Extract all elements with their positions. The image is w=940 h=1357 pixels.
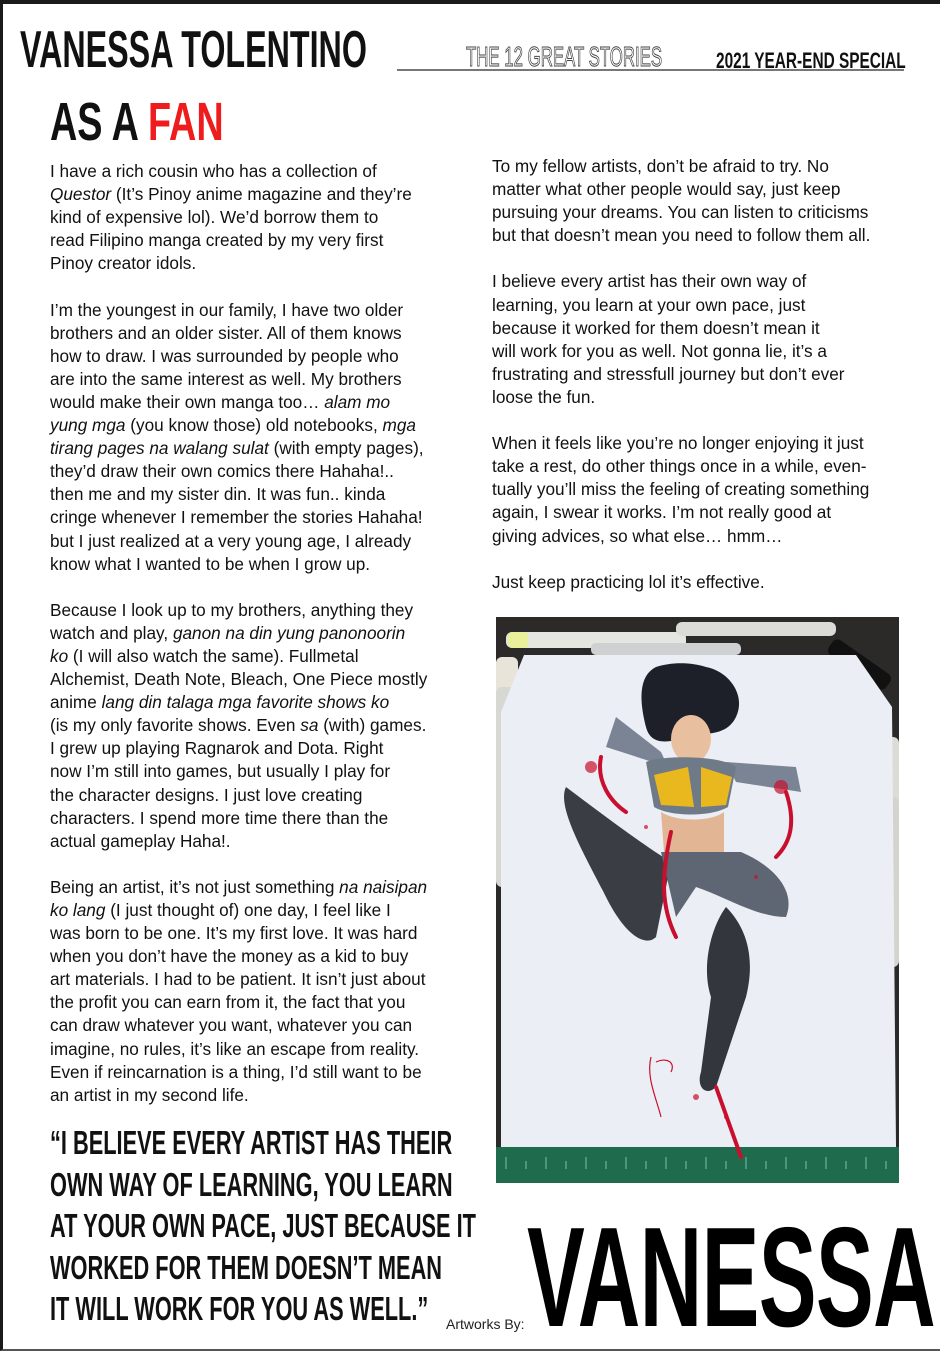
section-title-prefix: AS A	[50, 92, 149, 152]
series-title: THE 12 GREAT STORIES	[466, 41, 663, 72]
paragraph: To my fellow artists, don’t be afraid to try. No matter what other people would say, just keep pursuing your dreams. You can listen to criticisms but that doesn’t mean you need to follow them all.	[492, 156, 871, 246]
artist-name-heading: VANESSA TOLENTINO	[20, 21, 367, 79]
text-run: (you know those) old notebooks,	[125, 415, 383, 436]
italic-run: Questor	[50, 184, 112, 205]
italic-run: mga tirang pages na walang sulat	[50, 415, 416, 459]
pull-quote: “I BELIEVE EVERY ARTIST HAS THEIR OWN WAY OF LEARNING, YOU LEARN AT YOUR OWN PACE, JUST BECAUSE IT WORKED FOR THEM DOESN’T MEAN IT WILL WORK FOR YOU AS WELL.”	[50, 1124, 476, 1327]
artwork-credit-label: Artworks By:	[446, 1316, 525, 1332]
special-edition-label: 2021 YEAR-END SPECIAL	[716, 48, 906, 73]
left-column	[50, 160, 490, 1130]
text-run: (is my only favorite shows. Even	[50, 715, 296, 736]
right-column	[492, 155, 932, 617]
text-run: I’m the youngest in our family, I have two older brothers and an older sister. All of them knows how to draw. I was surrounded by people who are into the same interest as well. My brothers would make their own manga too…	[50, 299, 404, 412]
text-run: (I just thought of) one day, I feel like I was born to be one. It’s my first love. It was hard when you don’t have the money as a kid to buy art materials. I had to be patient. It isn’t just about the profit you can earn from it, the fact that you can draw whatever you want, whatever you can imagine, no rules, it’s like an escape from reality. Even if reincarnation is a thing, I’d still want to be an artist in my second life.	[50, 900, 426, 1105]
text-run: Because I look up to my brothers, anything they watch and play,	[50, 599, 414, 643]
text-run: (I will also watch the same). Fullmetal Alchemist, Death Note, Bleach, One Piece mostly anime	[50, 645, 428, 713]
section-title	[50, 92, 224, 152]
paragraph	[50, 599, 490, 853]
text-run: (It’s Pinoy anime magazine and they’re kind of expensive lol). We’d borrow them to read Filipino manga created by my very first Pinoy creator idols.	[50, 184, 412, 274]
italic-run: lang din talaga mga favorite shows ko	[101, 692, 390, 713]
paragraph	[50, 160, 490, 275]
italic-run: sa	[300, 715, 319, 736]
cutting-mat	[496, 1147, 899, 1183]
text-run: (with empty pages), they’d draw their own comics there Hahaha!.. then me and my sister din. It was fun.. kinda cringe whenever I remember the stories Hahaha! but I just realized at a very young age, I already know what I wanted to be when I grow up.	[50, 438, 424, 574]
artwork-photo	[496, 617, 899, 1183]
paragraph	[50, 876, 490, 1107]
marker	[676, 622, 836, 636]
marker-cap	[508, 632, 528, 648]
fineliner-pen	[591, 643, 741, 655]
section-title-accent: FAN	[148, 92, 224, 152]
paragraph: Just keep practicing lol it’s effective.	[492, 571, 765, 592]
italic-run: na naisipan ko lang	[50, 876, 428, 920]
figure-face	[671, 715, 711, 763]
paragraph: I believe every artist has their own way of learning, you learn at your own pace, just because it worked for them doesn’t mean it will work for you as well. Not gonna lie, it’s a frustrating and stressfull journey but don’t ever loose the fun.	[492, 271, 845, 407]
artwork-illustration	[496, 617, 899, 1183]
italic-run: ganon na din yung panonoorin ko	[50, 622, 406, 666]
text-run: (with) games. I grew up playing Ragnarok and Dota. Right now I’m still into games, but usually I play for the character designs. I just love creating characters. I spend more time there than the actual gameplay Haha!.	[50, 715, 427, 851]
paragraph: When it feels like you’re no longer enjoying it just take a rest, do other things once in a while, even- tually you’ll miss the feeling of creating something again, I swear it works. I’m not really good at giving advices, so what else… hmm…	[492, 433, 870, 546]
artwork-credit-name: VANESSA	[527, 1198, 936, 1357]
paragraph	[50, 299, 490, 576]
text-run: Being an artist, it’s not just something	[50, 876, 340, 897]
italic-run: alam mo yung mga	[50, 391, 391, 436]
text-run: I have a rich cousin who has a collection of	[50, 161, 377, 181]
